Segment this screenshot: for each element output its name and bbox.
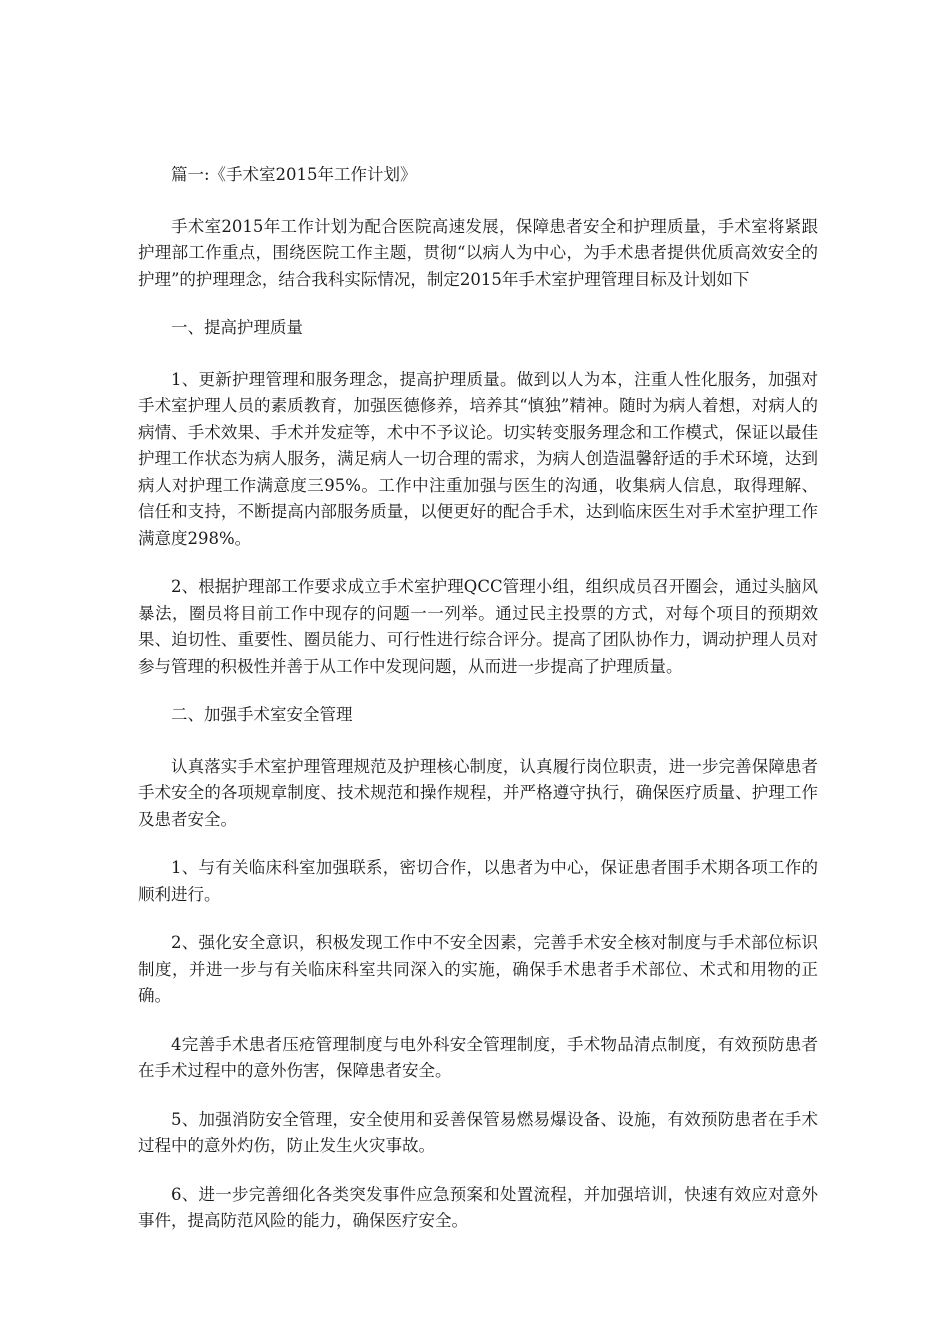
section-1-item-2: 2、根据护理部工作要求成立手术室护理QCC管理小组，组织成员召开圈会，通过头脑风暴法，圈员将目前工作中现存的问题一一列举。通过民主投票的方式，对每个项目的预期效果、迫切性、重要性、圈员能力、可行性进行综合评分。提高了团队协作力，调动护理人员对参与管理的积极性并善于从工作中发现问题，从而进一步提高了护理质量。 xyxy=(138,577,818,676)
section-2-item-1: 1、与有关临床科室加强联系，密切合作，以患者为中心，保证患者围手术期各项工作的顺利进行。 xyxy=(138,858,818,904)
section-heading-2: 二、加强手术室安全管理 xyxy=(171,705,353,724)
section-2-item-6: 6、进一步完善细化各类突发事件应急预案和处置流程，并加强培训，快速有效应对意外事件，提高防范风险的能力，确保医疗安全。 xyxy=(138,1184,818,1230)
section-2-item-2: 2、强化安全意识，积极发现工作中不安全因素，完善手术安全核对制度与手术部位标识制度，并进一步与有关临床科室共同深入的实施，确保手术患者手术部位、术式和用物的正确。 xyxy=(138,933,818,1005)
intro-paragraph: 手术室2015年工作计划为配合医院高速发展，保障患者安全和护理质量，手术室将紧跟护理部工作重点，围绕医院工作主题，贯彻“以病人为中心，为手术患者提供优质高效安全的护理”的护理理念，结合我科实际情况，制定2015年手术室护理管理目标及计划如下 xyxy=(138,216,818,289)
section-2-intro: 认真落实手术室护理管理规范及护理核心制度，认真履行岗位职责，进一步完善保障患者手术安全的各项规章制度、技术规范和操作规程，并严格遵守执行，确保医疗质量、护理工作及患者安全。 xyxy=(138,756,818,829)
section-heading-1: 一、提高护理质量 xyxy=(171,318,303,337)
section-2-item-4: 4完善手术患者压疮管理制度与电外科安全管理制度，手术物品清点制度，有效预防患者在手术过程中的意外伤害，保障患者安全。 xyxy=(138,1034,818,1080)
document-page xyxy=(138,162,818,1257)
section-1-item-1: 1、更新护理管理和服务理念，提高护理质量。做到以人为本，注重人性化服务，加强对手术室护理人员的素质教育，加强医德修养，培养其“慎独”精神。随时为病人着想，对病人的病情、手术效果、手术并发症等，术中不予议论。切实转变服务理念和工作模式，保证以最佳护理工作状态为病人服务，满足病人一切合理的需求，为病人创造温馨舒适的手术环境，达到病人对护理工作满意度三95%。工作中注重加强与医生的沟通，收集病人信息，取得理解、信任和支持，不断提高内部服务质量，以便更好的配合手术，达到临床医生对手术室护理工作满意度298%。 xyxy=(138,369,818,548)
document-title: 篇一:《手术室2015年工作计划》 xyxy=(171,165,417,184)
section-2-item-5: 5、加强消防安全管理，安全使用和妥善保管易燃易爆设备、设施，有效预防患者在手术过程中的意外灼伤，防止发生火灾事故。 xyxy=(138,1109,818,1155)
